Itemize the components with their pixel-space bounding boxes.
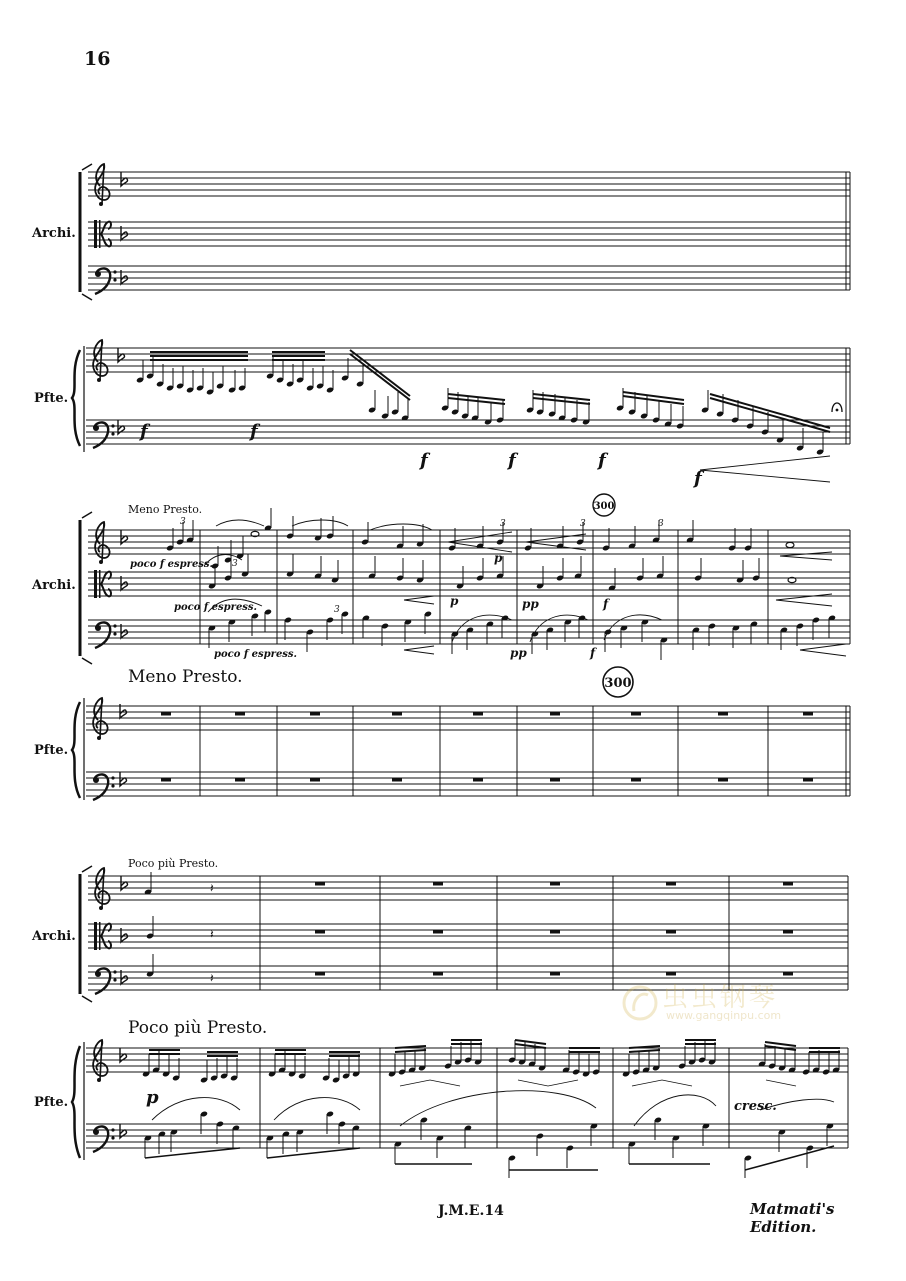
system1-dynamic-2: f [250,421,258,442]
system2-dynamic-4: pp [510,646,527,660]
system3-piano-label: Pfte. [34,1095,69,1110]
system2-tuplet-4: 3 [580,519,586,529]
system1-dynamic-6: f [694,468,702,489]
system1-dynamic-3: f [420,450,428,471]
system-1 [72,164,850,482]
watermark-title: 虫虫钢琴 [662,983,779,1013]
rehearsal-mark-piano [603,667,633,697]
system3-dynamic-p: p [146,1087,159,1108]
system2-strings-label: Archi. [32,578,76,593]
rehearsal-mark-strings [593,494,615,516]
watermark-logo-icon [622,983,658,1023]
system2-tuplet-5: 3 [658,519,664,529]
watermark [622,983,782,1027]
system1-dynamic-5: f [598,450,606,471]
system2-tuplet-1: 3 [180,517,186,527]
svg-text:𝄽: 𝄽 [210,927,214,941]
system2-expression-3: poco f espress. [214,649,298,660]
system1-piano-label: Pfte. [34,391,69,406]
footer-publisher: Matmati's Edition. [750,1200,835,1236]
system3-tempo-small: Poco più Presto. [128,857,219,870]
svg-text:𝄽: 𝄽 [210,881,214,895]
watermark-url: www.gangqinpu.com [666,1009,782,1022]
system2-dynamic-3: pp [522,597,539,611]
system1-dynamic-1: f [140,421,148,442]
system2-tuplet-6: 3 [334,605,340,615]
system2-tuplet-3: 3 [500,519,506,529]
rehearsal-mark-strings-text: 300 [593,501,615,512]
system2-dynamic-2: p [450,594,459,608]
rehearsal-mark-piano-text: 300 [604,676,632,691]
svg-text:𝄽: 𝄽 [210,971,214,985]
system2-piano-label: Pfte. [34,743,69,758]
footer-code: J.M.E.14 [438,1203,504,1219]
system2-expression-2: poco f espress. [174,602,258,613]
system2-tempo-large: Meno Presto. [128,667,243,687]
system3-strings-label: Archi. [32,929,76,944]
system1-strings-label: Archi. [32,226,76,241]
system2-tempo-small: Meno Presto. [128,503,203,516]
system-2 [72,508,850,800]
system3-dynamic-cresc: cresc. [734,1099,777,1114]
system3-tempo-large: Poco più Presto. [128,1018,268,1038]
system2-dynamic-5: f [603,597,609,611]
page-number: 16 [84,48,111,70]
system2-dynamic-6: f [590,646,596,660]
system2-tuplet-2: 3 [232,559,238,569]
system2-expression-1: poco f espress. [130,559,214,570]
system1-dynamic-4: f [508,450,516,471]
system2-dynamic-1: p [494,551,503,565]
